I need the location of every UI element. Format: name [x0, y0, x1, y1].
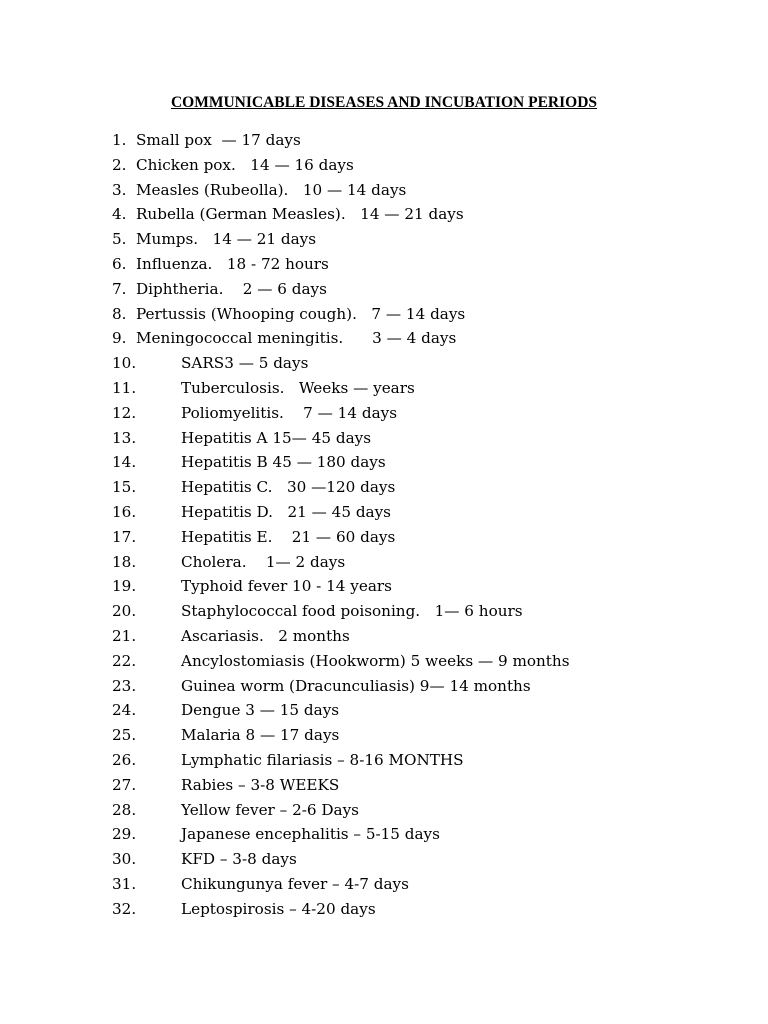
item-number: 29.	[112, 825, 137, 844]
list-item	[112, 401, 752, 426]
document-title: COMMUNICABLE DISEASES AND INCUBATION PERIODS	[170, 94, 598, 111]
list-item	[112, 178, 752, 203]
item-number: 25.	[112, 726, 137, 745]
item-number: 19.	[112, 577, 137, 596]
item-number: 27.	[112, 775, 137, 794]
item-number: 30.	[112, 850, 137, 869]
list-item	[112, 773, 752, 798]
item-text: Hepatitis B 45 — 180 days	[181, 453, 386, 472]
item-number: 1.	[112, 131, 127, 149]
list-item	[112, 872, 752, 897]
item-number: 21.	[112, 626, 137, 645]
item-text: Cholera. 1— 2 days	[181, 552, 346, 571]
list-item	[112, 698, 752, 723]
item-text: Hepatitis C. 30 —120 days	[181, 478, 396, 497]
item-text: Measles (Rubeolla). 10 — 14 days	[136, 180, 407, 199]
list-item	[112, 227, 752, 252]
item-number: 32.	[112, 899, 137, 918]
item-text: KFD – 3-8 days	[181, 850, 297, 869]
item-text: Yellow fever – 2-6 Days	[181, 800, 359, 819]
list-item	[112, 599, 752, 624]
item-text: Leptospirosis – 4-20 days	[181, 899, 376, 918]
list-item	[112, 500, 752, 525]
item-text: Hepatitis D. 21 — 45 days	[181, 502, 391, 521]
list-item	[112, 153, 752, 178]
list-item	[112, 252, 752, 277]
list-item	[112, 277, 752, 302]
list-item	[112, 748, 752, 773]
list-item	[112, 450, 752, 475]
item-text: SARS3 — 5 days	[181, 354, 309, 373]
list-item	[112, 822, 752, 847]
item-text: Rabies – 3-8 WEEKS	[181, 775, 340, 794]
list-item	[112, 326, 752, 351]
item-text: Ascariasis. 2 months	[181, 626, 350, 645]
list-item	[112, 550, 752, 575]
item-number: 24.	[112, 701, 137, 720]
list-item	[112, 624, 752, 649]
item-text: Ancylostomiasis (Hookworm) 5 weeks — 9 months	[181, 651, 570, 670]
item-number: 31.	[112, 874, 137, 893]
item-number: 28.	[112, 800, 137, 819]
item-text: Mumps. 14 — 21 days	[136, 230, 317, 249]
item-text: Lymphatic filariasis – 8-16 MONTHS	[181, 750, 464, 769]
list-item	[112, 649, 752, 674]
item-text: Hepatitis E. 21 — 60 days	[181, 527, 396, 546]
list-item	[112, 202, 752, 227]
item-number: 3.	[112, 180, 127, 199]
item-number: 10.	[112, 354, 137, 373]
item-text: Staphylococcal food poisoning. 1— 6 hours	[181, 602, 523, 621]
item-text: Influenza. 18 - 72 hours	[136, 254, 329, 273]
list-item	[112, 798, 752, 823]
list-item	[112, 723, 752, 748]
item-number: 5.	[112, 230, 127, 249]
item-number: 8.	[112, 304, 127, 323]
item-number: 17.	[112, 527, 137, 546]
list-item	[112, 302, 752, 327]
item-number: 15.	[112, 478, 137, 497]
item-number: 16.	[112, 502, 137, 521]
list-item	[112, 897, 752, 922]
item-number: 12.	[112, 403, 137, 422]
list-item	[112, 475, 752, 500]
item-text: Hepatitis A 15— 45 days	[181, 428, 371, 447]
item-number: 6.	[112, 254, 127, 273]
item-number: 7.	[112, 279, 127, 298]
disease-list	[112, 128, 752, 922]
item-number: 2.	[112, 155, 127, 174]
item-text: Malaria 8 — 17 days	[181, 726, 340, 745]
list-item	[112, 674, 752, 699]
item-text: Typhoid fever 10 - 14 years	[181, 577, 392, 596]
item-number: 14.	[112, 453, 137, 472]
item-number: 20.	[112, 602, 137, 621]
list-item	[112, 847, 752, 872]
item-text: Meningococcal meningitis. 3 — 4 days	[136, 329, 457, 348]
item-text: Tuberculosis. Weeks — years	[181, 378, 415, 397]
item-number: 23.	[112, 676, 137, 695]
list-item	[112, 376, 752, 401]
item-text: Dengue 3 — 15 days	[181, 701, 340, 720]
item-text: Chicken pox. 14 — 16 days	[136, 155, 354, 174]
list-item	[112, 525, 752, 550]
list-item	[112, 426, 752, 451]
list-item	[112, 128, 752, 153]
item-number: 9.	[112, 329, 127, 348]
item-text: Diphtheria. 2 — 6 days	[136, 279, 327, 298]
item-text: Japanese encephalitis – 5-15 days	[181, 825, 440, 844]
item-text: Rubella (German Measles). 14 — 21 days	[136, 205, 464, 224]
item-text: Pertussis (Whooping cough). 7 — 14 days	[136, 304, 466, 323]
item-number: 26.	[112, 750, 137, 769]
item-text: Small pox — 17 days	[136, 131, 301, 149]
item-number: 11.	[112, 378, 137, 397]
item-text: Chikungunya fever – 4-7 days	[181, 874, 409, 893]
item-text: Guinea worm (Dracunculiasis) 9— 14 months	[181, 676, 531, 695]
list-item	[112, 574, 752, 599]
list-item	[112, 351, 752, 376]
item-number: 13.	[112, 428, 137, 447]
item-text: Poliomyelitis. 7 — 14 days	[181, 403, 397, 422]
item-number: 22.	[112, 651, 137, 670]
item-number: 4.	[112, 205, 127, 224]
item-number: 18.	[112, 552, 137, 571]
